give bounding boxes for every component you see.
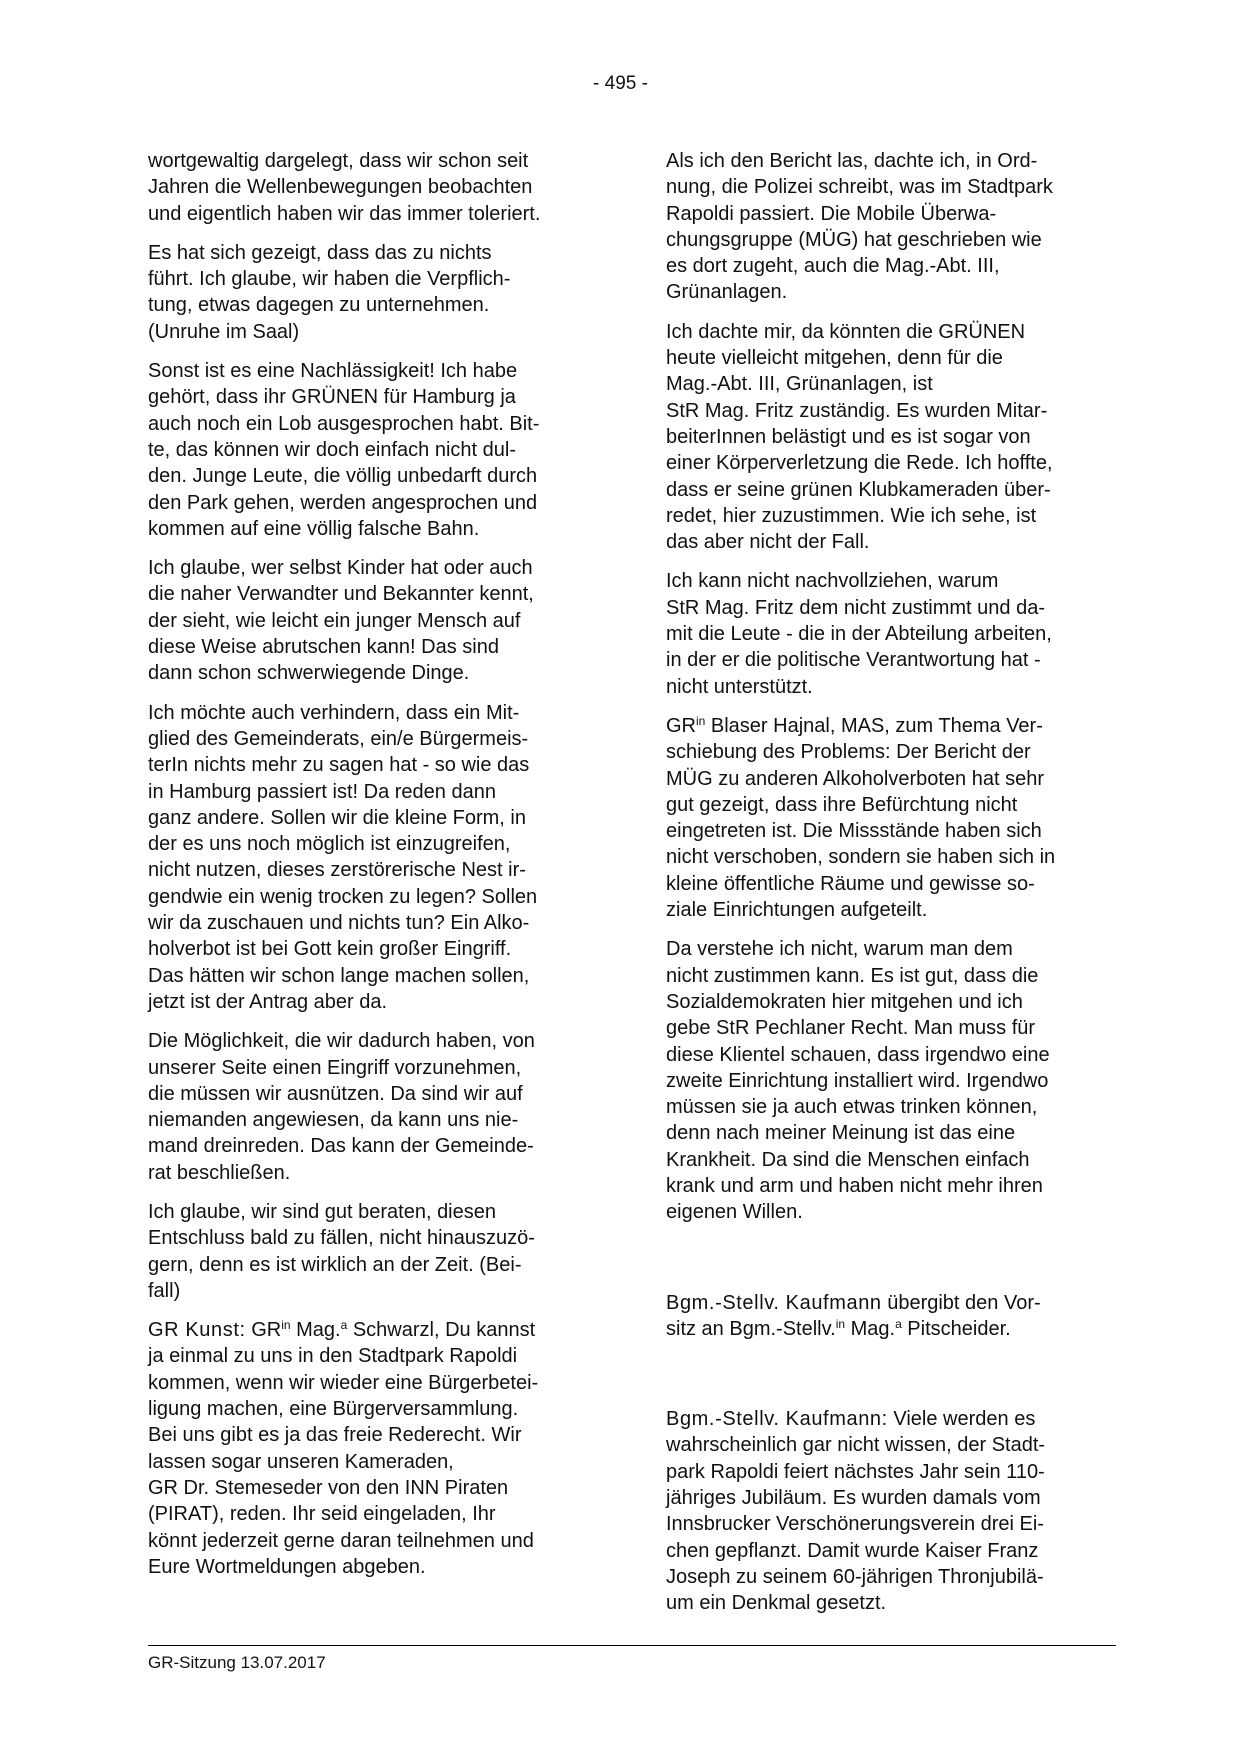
text-line bbox=[148, 963, 608, 989]
text-line bbox=[666, 529, 1126, 555]
paragraph bbox=[666, 568, 1126, 699]
text-line bbox=[148, 1317, 608, 1343]
text-line bbox=[666, 963, 1126, 989]
text-segment: Ich glaube, wir sind gut beraten, diesen bbox=[148, 1200, 496, 1223]
text-segment: denn nach meiner Meinung ist das eine bbox=[666, 1122, 1016, 1145]
text-line bbox=[148, 1396, 608, 1422]
text-line bbox=[666, 1406, 1126, 1432]
text-segment: führt. Ich glaube, wir haben die Verpflich- bbox=[148, 268, 511, 291]
text-segment: Blaser Hajnal, MAS, zum Thema Ver- bbox=[705, 714, 1043, 737]
text-segment: terIn nichts mehr zu sagen hat - so wie das bbox=[148, 754, 530, 777]
text-segment: dann schon schwerwiegende Dinge. bbox=[148, 662, 470, 685]
text-line bbox=[148, 1278, 608, 1304]
footer-divider bbox=[148, 1645, 1116, 1646]
text-segment: nicht nutzen, dieses zerstörerische Nest ir- bbox=[148, 859, 526, 882]
text-line bbox=[148, 555, 608, 581]
superscript: in bbox=[281, 1318, 291, 1333]
text-segment: StR Mag. Fritz dem nicht zustimmt und da- bbox=[666, 596, 1046, 619]
text-line bbox=[148, 989, 608, 1015]
left-column bbox=[148, 148, 608, 1593]
text-line bbox=[148, 779, 608, 805]
text-line bbox=[148, 516, 608, 542]
text-segment: Eure Wortmeldungen abgeben. bbox=[148, 1555, 426, 1578]
text-segment: die müssen wir ausnützen. Da sind wir auf bbox=[148, 1082, 523, 1105]
text-line bbox=[666, 503, 1126, 529]
text-line bbox=[148, 726, 608, 752]
text-line bbox=[148, 1252, 608, 1278]
text-segment: kommen, wenn wir wieder eine Bürgerbetei- bbox=[148, 1371, 539, 1394]
text-segment: ganz andere. Sollen wir die kleine Form, in bbox=[148, 806, 526, 829]
text-segment: GR bbox=[245, 1319, 282, 1342]
text-line bbox=[148, 1343, 608, 1369]
text-segment: kleine öffentliche Räume und gewisse so- bbox=[666, 872, 1035, 895]
text-segment: der sieht, wie leicht ein junger Mensch auf bbox=[148, 609, 521, 632]
text-segment: der es uns noch möglich ist einzugreifen, bbox=[148, 833, 511, 856]
text-line bbox=[148, 700, 608, 726]
text-segment: diese Weise abrutschen kann! Das sind bbox=[148, 636, 499, 659]
text-line bbox=[148, 358, 608, 384]
text-segment: lassen sogar unseren Kameraden, bbox=[148, 1450, 454, 1473]
text-line bbox=[148, 1422, 608, 1448]
text-segment: mand dreinreden. Das kann der Gemeinde- bbox=[148, 1135, 534, 1158]
page-number: - 495 - bbox=[593, 73, 648, 94]
text-line bbox=[666, 1173, 1126, 1199]
text-segment: chungsgruppe (MÜG) hat geschrieben wie bbox=[666, 228, 1042, 251]
text-line bbox=[666, 936, 1126, 962]
text-segment: unserer Seite einen Eingriff vorzunehmen, bbox=[148, 1056, 522, 1079]
text-line bbox=[666, 345, 1126, 371]
text-line bbox=[148, 240, 608, 266]
text-segment: (Unruhe im Saal) bbox=[148, 320, 300, 343]
text-line bbox=[148, 1133, 608, 1159]
text-segment: ligung machen, eine Bürgerversammlung. bbox=[148, 1398, 519, 1421]
text-line bbox=[148, 1225, 608, 1251]
text-line bbox=[148, 292, 608, 318]
text-line bbox=[666, 1459, 1126, 1485]
text-segment: es dort zugeht, auch die Mag.-Abt. III, bbox=[666, 255, 1000, 278]
text-segment: dass er seine grünen Klubkameraden über- bbox=[666, 478, 1051, 501]
text-segment: krank und arm und haben nicht mehr ihren bbox=[666, 1174, 1043, 1197]
text-segment: beiterInnen belästigt und es ist sogar von bbox=[666, 425, 1031, 448]
text-line bbox=[148, 174, 608, 200]
text-line bbox=[666, 621, 1126, 647]
text-segment: um ein Denkmal gesetzt. bbox=[666, 1592, 887, 1615]
paragraph bbox=[148, 358, 608, 542]
text-segment: die naher Verwandter und Bekannter kennt, bbox=[148, 583, 534, 606]
text-segment: zweite Einrichtung installiert wird. Irgendwo bbox=[666, 1069, 1049, 1092]
text-line bbox=[666, 595, 1126, 621]
text-line bbox=[666, 1316, 1126, 1342]
text-segment: GR Dr. Stemeseder von den INN Piraten bbox=[148, 1476, 509, 1499]
text-line bbox=[148, 1081, 608, 1107]
text-line bbox=[666, 319, 1126, 345]
text-segment: ziale Einrichtungen aufgeteilt. bbox=[666, 899, 928, 922]
text-line bbox=[148, 581, 608, 607]
superscript: a bbox=[340, 1318, 348, 1333]
text-segment: Joseph zu seinem 60-jährigen Thronjubilä- bbox=[666, 1565, 1044, 1588]
text-segment: nung, die Polizei schreibt, was im Stadtpark bbox=[666, 176, 1053, 199]
text-segment: auch noch ein Lob ausgesprochen habt. Bit- bbox=[148, 412, 540, 435]
paragraph bbox=[148, 240, 608, 345]
text-segment: nicht zustimmen kann. Es ist gut, dass die bbox=[666, 964, 1039, 987]
text-line bbox=[666, 253, 1126, 279]
text-line bbox=[148, 411, 608, 437]
text-line bbox=[666, 568, 1126, 594]
paragraph bbox=[666, 936, 1126, 1225]
text-line bbox=[666, 647, 1126, 673]
text-line bbox=[148, 1449, 608, 1475]
text-segment: jähriges Jubiläum. Es wurden damals vom bbox=[666, 1487, 1041, 1510]
text-segment: Als ich den Bericht las, dachte ich, in Ord- bbox=[666, 150, 1038, 172]
text-segment: müssen sie ja auch etwas trinken können, bbox=[666, 1096, 1038, 1119]
text-segment: Da verstehe ich nicht, warum man dem bbox=[666, 938, 1013, 961]
text-segment: Schwarzl, Du kannst bbox=[347, 1319, 536, 1342]
speaker-name: Bgm.-Stellv. Kaufmann bbox=[666, 1291, 882, 1314]
text-line bbox=[666, 897, 1126, 923]
paragraph bbox=[148, 1317, 608, 1580]
text-segment: chen gepflanzt. Damit wurde Kaiser Franz bbox=[666, 1539, 1039, 1562]
text-segment: (PIRAT), reden. Ihr seid eingeladen, Ihr bbox=[148, 1503, 496, 1526]
right-column bbox=[666, 148, 1126, 1630]
text-line bbox=[148, 319, 608, 345]
text-segment: diese Klientel schauen, dass irgendwo eine bbox=[666, 1043, 1050, 1066]
text-line bbox=[148, 148, 608, 174]
text-line bbox=[666, 174, 1126, 200]
text-line bbox=[666, 1290, 1126, 1316]
text-line bbox=[666, 148, 1126, 174]
text-segment: ja einmal zu uns in den Stadtpark Rapoldi bbox=[148, 1345, 518, 1368]
paragraph bbox=[666, 319, 1126, 556]
text-line bbox=[666, 450, 1126, 476]
text-segment: Die Möglichkeit, die wir dadurch haben, von bbox=[148, 1030, 535, 1053]
text-segment: Das hätten wir schon lange machen sollen, bbox=[148, 964, 530, 987]
text-line bbox=[666, 1042, 1126, 1068]
text-segment: Bei uns gibt es ja das freie Rederecht. Wir bbox=[148, 1424, 522, 1447]
text-segment: redet, hier zuzustimmen. Wie ich sehe, ist bbox=[666, 504, 1037, 527]
superscript: in bbox=[835, 1316, 846, 1331]
text-segment: das aber nicht der Fall. bbox=[666, 531, 870, 554]
superscript: a bbox=[895, 1316, 902, 1331]
text-line bbox=[148, 805, 608, 831]
text-line bbox=[666, 1147, 1126, 1173]
text-segment: gut gezeigt, dass ihre Befürchtung nicht bbox=[666, 793, 1018, 816]
text-line bbox=[148, 1554, 608, 1580]
text-segment: Sonst ist es eine Nachlässigkeit! Ich habe bbox=[148, 360, 518, 383]
text-segment: eigenen Willen. bbox=[666, 1201, 803, 1224]
text-segment: eingetreten ist. Die Missstände haben sich bbox=[666, 820, 1042, 843]
text-line bbox=[148, 266, 608, 292]
text-line bbox=[666, 739, 1126, 765]
text-line bbox=[666, 371, 1126, 397]
speaker-name: GR Kunst: bbox=[148, 1319, 246, 1342]
text-line bbox=[148, 884, 608, 910]
text-segment: übergibt den Vor- bbox=[881, 1291, 1041, 1314]
text-segment: gehört, dass ihr GRÜNEN für Hamburg ja bbox=[148, 386, 516, 409]
text-segment: fall) bbox=[148, 1279, 181, 1302]
text-segment: Sozialdemokraten hier mitgehen und ich bbox=[666, 990, 1023, 1013]
text-segment: Pitscheider. bbox=[901, 1317, 1011, 1340]
text-segment: Ich glaube, wer selbst Kinder hat oder auch bbox=[148, 557, 533, 580]
text-line bbox=[666, 1199, 1126, 1225]
text-segment: wortgewaltig dargelegt, dass wir schon seit bbox=[148, 150, 529, 172]
text-segment: Entschluss bald zu fällen, nicht hinauszuzö- bbox=[148, 1227, 535, 1250]
text-segment: den. Junge Leute, die völlig unbedarft durch bbox=[148, 465, 538, 488]
text-segment: den Park gehen, werden angesprochen und bbox=[148, 491, 538, 514]
text-line bbox=[666, 1432, 1126, 1458]
text-segment: StR Mag. Fritz zuständig. Es wurden Mitar- bbox=[666, 399, 1048, 422]
paragraph bbox=[148, 555, 608, 686]
text-line bbox=[148, 1107, 608, 1133]
text-segment: MÜG zu anderen Alkoholverboten hat sehr bbox=[666, 767, 1044, 790]
text-line bbox=[666, 792, 1126, 818]
paragraph bbox=[148, 148, 608, 227]
text-line bbox=[148, 752, 608, 778]
text-segment: Viele werden es bbox=[887, 1408, 1036, 1431]
text-line bbox=[666, 227, 1126, 253]
text-line bbox=[148, 1528, 608, 1554]
text-line bbox=[666, 1538, 1126, 1564]
text-line bbox=[148, 936, 608, 962]
text-line bbox=[666, 398, 1126, 424]
text-segment: holverbot ist bei Gott kein großer Eingriff. bbox=[148, 938, 512, 961]
superscript: in bbox=[696, 713, 706, 728]
footer-text: GR-Sitzung 13.07.2017 bbox=[148, 1653, 326, 1672]
text-segment: jetzt ist der Antrag aber da. bbox=[148, 990, 388, 1013]
text-segment: Ich kann nicht nachvollziehen, warum bbox=[666, 570, 999, 593]
text-segment: GR bbox=[666, 714, 696, 737]
paragraph bbox=[666, 1406, 1126, 1616]
text-segment: in Hamburg passiert ist! Da reden dann bbox=[148, 780, 496, 803]
text-line bbox=[666, 1511, 1126, 1537]
text-segment: rat beschließen. bbox=[148, 1161, 291, 1184]
text-segment: Grünanlagen. bbox=[666, 281, 788, 304]
text-segment: wir da zuschauen und nichts tun? Ein Alko- bbox=[148, 912, 530, 935]
text-line bbox=[666, 1068, 1126, 1094]
text-segment: niemanden angewiesen, da kann uns nie- bbox=[148, 1109, 519, 1132]
text-line bbox=[666, 201, 1126, 227]
text-segment: Es hat sich gezeigt, dass das zu nichts bbox=[148, 241, 492, 264]
text-segment: Jahren die Wellenbewegungen beobachten bbox=[148, 176, 533, 199]
text-line bbox=[666, 1485, 1126, 1511]
text-line bbox=[148, 1475, 608, 1501]
text-segment: gendwie ein wenig trocken zu legen? Sollen bbox=[148, 885, 538, 908]
text-segment: nicht verschoben, sondern sie haben sich in bbox=[666, 846, 1056, 869]
text-line bbox=[666, 989, 1126, 1015]
text-segment: in der er die politische Verantwortung hat - bbox=[666, 649, 1041, 672]
text-segment: park Rapoldi feiert nächstes Jahr sein 110- bbox=[666, 1460, 1045, 1483]
text-line bbox=[148, 634, 608, 660]
text-segment: te, das können wir doch einfach nicht dul- bbox=[148, 438, 516, 461]
text-segment: Mag. bbox=[845, 1317, 896, 1340]
text-segment: Mag. bbox=[290, 1319, 341, 1342]
text-line bbox=[148, 660, 608, 686]
text-segment: Ich dachte mir, da könnten die GRÜNEN bbox=[666, 320, 1026, 343]
text-segment: Krankheit. Da sind die Menschen einfach bbox=[666, 1148, 1030, 1171]
text-line bbox=[148, 437, 608, 463]
text-line bbox=[148, 831, 608, 857]
text-line bbox=[666, 1015, 1126, 1041]
text-segment: Ich möchte auch verhindern, dass ein Mit- bbox=[148, 701, 520, 724]
paragraph bbox=[148, 700, 608, 1016]
paragraph bbox=[666, 713, 1126, 923]
text-line bbox=[148, 1370, 608, 1396]
text-line bbox=[148, 608, 608, 634]
text-segment: Mag.-Abt. III, Grünanlagen, ist bbox=[666, 373, 933, 396]
text-line bbox=[148, 1055, 608, 1081]
text-segment: könnt jederzeit gerne daran teilnehmen und bbox=[148, 1529, 534, 1552]
text-line bbox=[666, 279, 1126, 305]
paragraph bbox=[148, 1199, 608, 1304]
text-line bbox=[666, 1120, 1126, 1146]
text-line bbox=[666, 713, 1126, 739]
text-line bbox=[148, 1028, 608, 1054]
text-line bbox=[666, 674, 1126, 700]
text-segment: Rapoldi passiert. Die Mobile Überwa- bbox=[666, 202, 997, 225]
text-segment: tung, etwas dagegen zu unternehmen. bbox=[148, 294, 490, 317]
text-segment: sitz an Bgm.-Stellv. bbox=[666, 1317, 836, 1340]
text-segment: nicht unterstützt. bbox=[666, 675, 813, 698]
text-line bbox=[666, 1590, 1126, 1616]
text-line bbox=[148, 490, 608, 516]
text-segment: gern, denn es ist wirklich an der Zeit. (Bei- bbox=[148, 1253, 522, 1276]
text-line bbox=[148, 857, 608, 883]
text-segment: Innsbrucker Verschönerungsverein drei Ei- bbox=[666, 1513, 1044, 1536]
paragraph bbox=[666, 1290, 1126, 1343]
text-line bbox=[666, 1564, 1126, 1590]
text-segment: einer Körperverletzung die Rede. Ich hoffte, bbox=[666, 452, 1053, 475]
text-segment: kommen auf eine völlig falsche Bahn. bbox=[148, 517, 480, 540]
speaker-name: Bgm.-Stellv. Kaufmann: bbox=[666, 1408, 888, 1431]
text-line bbox=[148, 1199, 608, 1225]
text-segment: mit die Leute - die in der Abteilung arbeiten, bbox=[666, 623, 1052, 646]
text-line bbox=[148, 1501, 608, 1527]
text-line bbox=[148, 910, 608, 936]
text-line bbox=[666, 477, 1126, 503]
text-segment: wahrscheinlich gar nicht wissen, der Stadt- bbox=[666, 1434, 1046, 1457]
text-line bbox=[666, 1094, 1126, 1120]
text-line bbox=[148, 463, 608, 489]
text-line bbox=[148, 1160, 608, 1186]
text-line bbox=[666, 818, 1126, 844]
paragraph bbox=[666, 148, 1126, 306]
text-line bbox=[666, 766, 1126, 792]
text-line bbox=[666, 844, 1126, 870]
text-line bbox=[148, 384, 608, 410]
text-line bbox=[666, 871, 1126, 897]
text-segment: gebe StR Pechlaner Recht. Man muss für bbox=[666, 1017, 1036, 1040]
text-segment: heute vielleicht mitgehen, denn für die bbox=[666, 347, 1003, 370]
text-segment: glied des Gemeinderats, ein/e Bürgermeis- bbox=[148, 727, 529, 750]
text-line bbox=[666, 424, 1126, 450]
paragraph bbox=[148, 1028, 608, 1186]
text-segment: schiebung des Problems: Der Bericht der bbox=[666, 741, 1031, 764]
text-line bbox=[148, 201, 608, 227]
text-segment: und eigentlich haben wir das immer toleriert. bbox=[148, 202, 541, 225]
